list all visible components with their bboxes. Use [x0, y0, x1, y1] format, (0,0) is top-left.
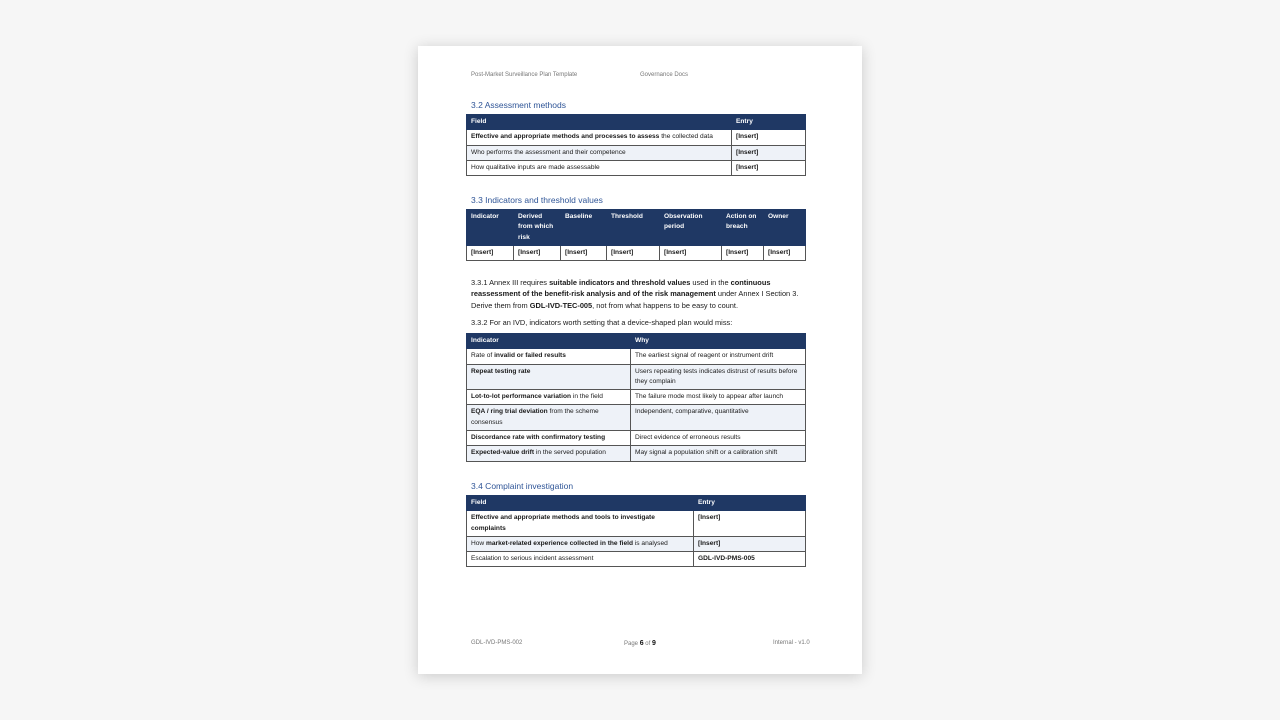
field-cell: Effective and appropriate methods and tools to investigate complaints: [467, 511, 694, 537]
table-header-owner: Owner: [764, 210, 806, 246]
entry-cell[interactable]: [Insert]: [722, 245, 764, 260]
indicator-cell: Lot-to-lot performance variation in the field: [467, 390, 631, 405]
table-header-action-on-breach: Action on breach: [722, 210, 764, 246]
table-header-derived-risk: Derived from which risk: [514, 210, 561, 246]
table-header-entry: Entry: [694, 496, 806, 511]
footer-page-number: Page 6 of 9: [624, 640, 656, 647]
section-3-4-heading: 3.4 Complaint investigation: [471, 481, 574, 491]
table-row: [467, 145, 806, 160]
why-cell: Users repeating tests indicates distrust of results before they complain: [631, 364, 806, 390]
table-header-field: Field: [467, 496, 694, 511]
table-header-entry: Entry: [732, 115, 806, 130]
why-cell: May signal a population shift or a calibration shift: [631, 446, 806, 461]
footer-doc-id: GDL-IVD-PMS-002: [471, 640, 523, 646]
table-row: [467, 405, 806, 431]
field-cell: How qualitative inputs are made assessable: [467, 160, 732, 175]
document-page: [418, 46, 862, 674]
table-row: [467, 431, 806, 446]
table-row: [467, 511, 806, 537]
header-center-text: Governance Docs: [640, 72, 689, 78]
indicator-cell: Discordance rate with confirmatory testing: [467, 431, 631, 446]
why-cell: Independent, comparative, quantitative: [631, 405, 806, 431]
table-header-observation-period: Observation period: [660, 210, 722, 246]
table-row: [467, 446, 806, 461]
entry-cell[interactable]: [Insert]: [561, 245, 607, 260]
table-row: [467, 552, 806, 567]
footer-version: Internal - v1.0: [773, 640, 810, 646]
entry-cell[interactable]: [Insert]: [467, 245, 514, 260]
why-cell: The failure mode most likely to appear after launch: [631, 390, 806, 405]
entry-cell[interactable]: [Insert]: [694, 511, 806, 537]
table-header-indicator: Indicator: [467, 334, 631, 349]
table-header-indicator: Indicator: [467, 210, 514, 246]
table-row: [467, 536, 806, 551]
indicator-cell: Repeat testing rate: [467, 364, 631, 390]
entry-cell[interactable]: [Insert]: [694, 536, 806, 551]
table-header-baseline: Baseline: [561, 210, 607, 246]
field-cell: How market-related experience collected in the field is analysed: [467, 536, 694, 551]
indicator-cell: EQA / ring trial deviation from the scheme consensus: [467, 405, 631, 431]
paragraph-3-3-2: 3.3.2 For an IVD, indicators worth setting that a device-shaped plan would miss:: [471, 318, 733, 327]
indicators-threshold-table: [466, 209, 806, 261]
indicator-cell: Expected-value drift in the served population: [467, 446, 631, 461]
entry-cell[interactable]: [Insert]: [732, 145, 806, 160]
section-3-2-heading: 3.2 Assessment methods: [471, 100, 566, 110]
ivd-indicators-table: [466, 333, 806, 462]
entry-cell[interactable]: [Insert]: [764, 245, 806, 260]
table-row: [467, 364, 806, 390]
table-row: [467, 160, 806, 175]
table-row: [467, 245, 806, 260]
indicator-cell: Rate of invalid or failed results: [467, 349, 631, 364]
header-left-text: Post-Market Surveillance Plan Template: [471, 72, 578, 78]
page-header: [471, 72, 689, 78]
entry-cell[interactable]: [Insert]: [514, 245, 561, 260]
complaint-investigation-table: [466, 495, 806, 567]
entry-cell[interactable]: [Insert]: [607, 245, 660, 260]
table-header-field: Field: [467, 115, 732, 130]
table-row: [467, 390, 806, 405]
entry-cell[interactable]: GDL-IVD-PMS-005: [694, 552, 806, 567]
table-row: [467, 349, 806, 364]
paragraph-3-3-1: 3.3.1 Annex III requires suitable indicators and threshold values used in the continuous reassessment of the benefit-risk analysis and of the risk management under Annex I Section 3. Derive them from GDL-IVD-TEC-005, not from what happens to be easy to count.: [471, 278, 799, 310]
table-header-why: Why: [631, 334, 806, 349]
entry-cell[interactable]: [Insert]: [732, 130, 806, 145]
section-3-3-heading: 3.3 Indicators and threshold values: [471, 195, 603, 205]
entry-cell[interactable]: [Insert]: [732, 160, 806, 175]
why-cell: The earliest signal of reagent or instrument drift: [631, 349, 806, 364]
why-cell: Direct evidence of erroneous results: [631, 431, 806, 446]
table-row: [467, 130, 806, 145]
field-cell: Effective and appropriate methods and processes to assess the collected data: [467, 130, 732, 145]
field-cell: Escalation to serious incident assessment: [467, 552, 694, 567]
table-header-threshold: Threshold: [607, 210, 660, 246]
assessment-methods-table: [466, 114, 806, 176]
field-cell: Who performs the assessment and their competence: [467, 145, 732, 160]
entry-cell[interactable]: [Insert]: [660, 245, 722, 260]
